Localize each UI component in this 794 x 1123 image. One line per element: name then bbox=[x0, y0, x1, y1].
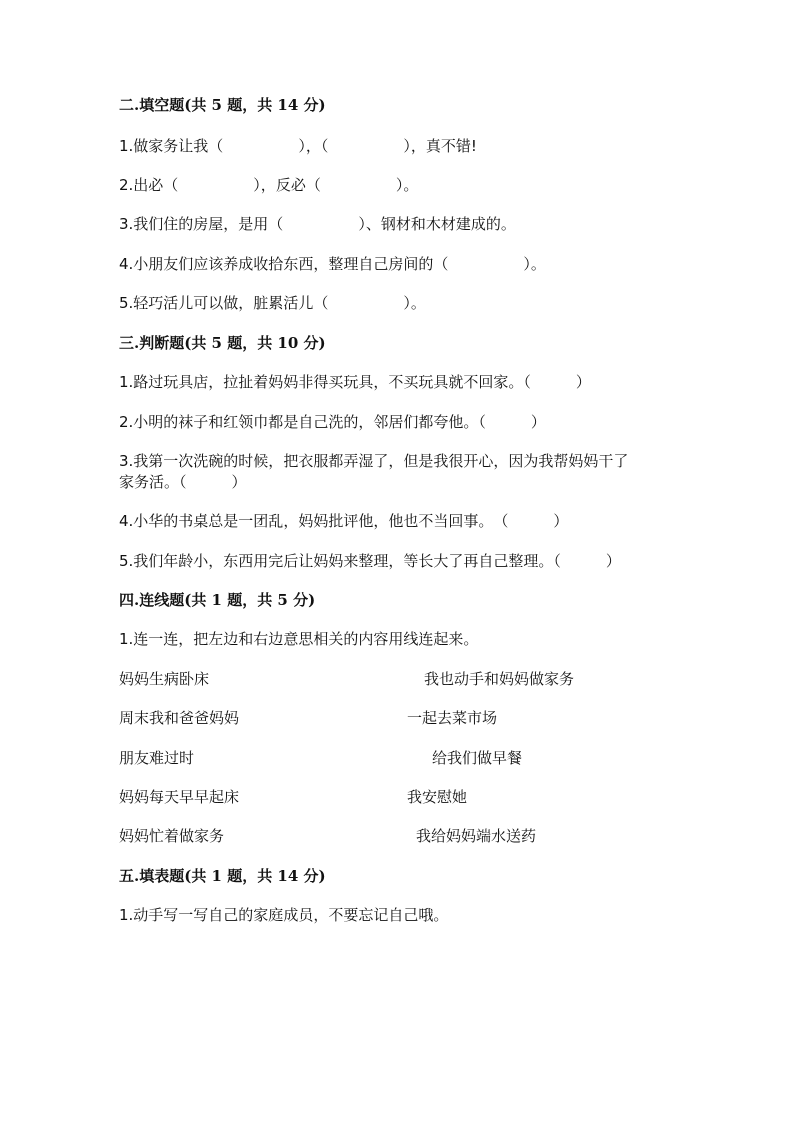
match-left-item: 朋友难过时 bbox=[119, 749, 195, 767]
section-heading-table: 五.填表题(共 1 题，共 14 分) bbox=[119, 867, 326, 885]
match-right-item: 我安慰她 bbox=[407, 788, 468, 806]
section-heading-true-false: 三.判断题(共 5 题，共 10 分) bbox=[119, 334, 326, 352]
question-match-1: 1.连一连，把左边和右边意思相关的内容用线连起来。 bbox=[119, 630, 479, 648]
match-right-item: 给我们做早餐 bbox=[432, 749, 523, 767]
question-tf-5: 5.我们年龄小，东西用完后让妈妈来整理，等长大了再自己整理。（ ） bbox=[119, 552, 621, 570]
match-left-item: 妈妈每天早早起床 bbox=[119, 788, 240, 806]
question-fill-5: 5.轻巧活儿可以做，脏累活儿（ ）。 bbox=[119, 294, 426, 312]
match-left-item: 妈妈忙着做家务 bbox=[119, 827, 225, 845]
question-tf-2: 2.小明的袜子和红领巾都是自己洗的，邻居们都夸他。（ ） bbox=[119, 413, 546, 431]
section-heading-matching: 四.连线题(共 1 题，共 5 分) bbox=[119, 591, 316, 609]
question-tf-3-line1: 3.我第一次洗碗的时候，把衣服都弄湿了，但是我很开心，因为我帮妈妈干了 bbox=[119, 452, 629, 470]
match-right-item: 我给妈妈端水送药 bbox=[416, 827, 537, 845]
question-tf-3-line2: 家务活。（ ） bbox=[119, 473, 247, 491]
match-right-item: 我也动手和妈妈做家务 bbox=[424, 670, 575, 688]
match-right-item: 一起去菜市场 bbox=[407, 709, 498, 727]
match-left-item: 妈妈生病卧床 bbox=[119, 670, 210, 688]
match-left-item: 周末我和爸爸妈妈 bbox=[119, 709, 240, 727]
question-fill-1: 1.做家务让我（ ），（ ），真不错! bbox=[119, 137, 477, 155]
question-fill-3: 3.我们住的房屋，是用（ ）、钢材和木材建成的。 bbox=[119, 215, 516, 233]
question-fill-4: 4.小朋友们应该养成收拾东西，整理自己房间的（ ）。 bbox=[119, 255, 546, 273]
question-table-1: 1.动手写一写自己的家庭成员，不要忘记自己哦。 bbox=[119, 906, 449, 924]
question-tf-4: 4.小华的书桌总是一团乱，妈妈批评他，他也不当回事。 （ ） bbox=[119, 512, 569, 530]
section-heading-fill-in: 二.填空题(共 5 题，共 14 分) bbox=[119, 96, 326, 114]
question-fill-2: 2.出必（ ），反必（ ）。 bbox=[119, 176, 419, 194]
question-tf-1: 1.路过玩具店，拉扯着妈妈非得买玩具，不买玩具就不回家。（ ） bbox=[119, 373, 591, 391]
